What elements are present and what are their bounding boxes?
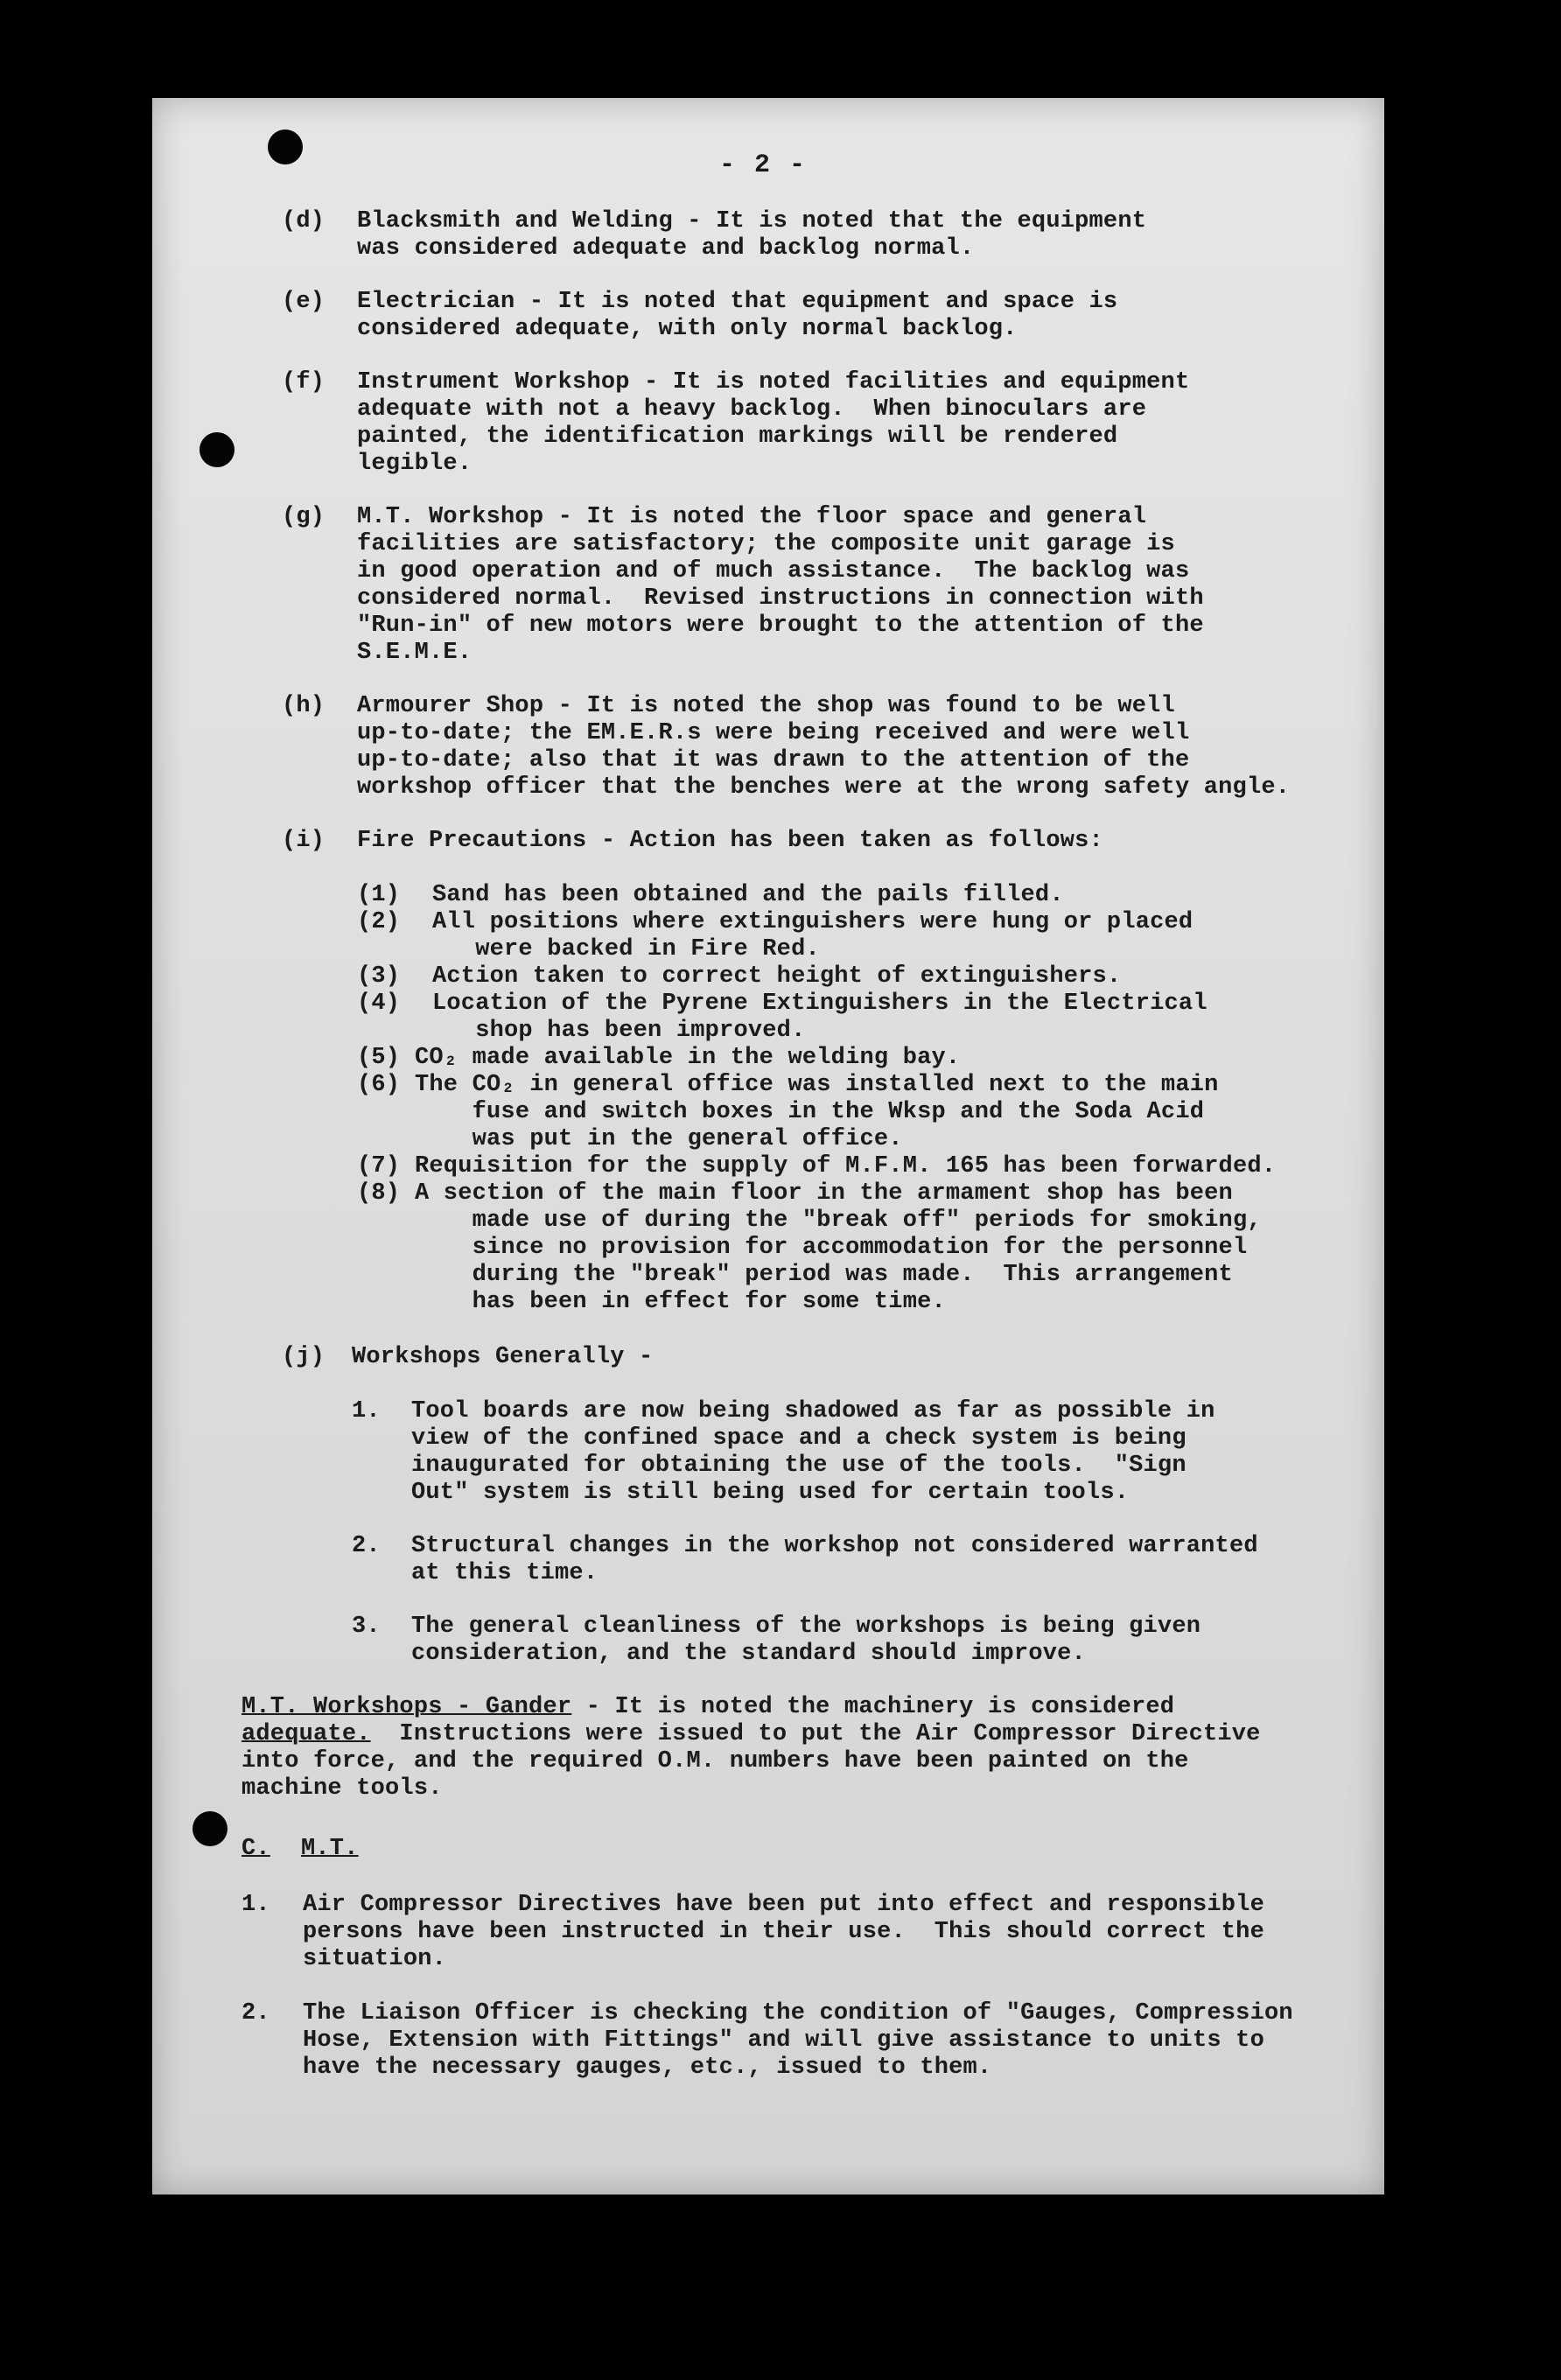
fire-num-7: (7) [357, 1153, 401, 1180]
gander-line-4: machine tools. [242, 1775, 443, 1802]
item-h-line-4: workshop officer that the benches were at the wrong safety angle. [357, 774, 1291, 801]
mt-1-line-1: Air Compressor Directives have been put into effect and responsible [303, 1892, 1264, 1918]
page-number: - 2 - [719, 150, 808, 180]
fire-num-1: (1) [357, 882, 401, 908]
fire-1-line-1: Sand has been obtained and the pails filled. [432, 882, 1064, 908]
mt-num-2: 2. [242, 2000, 270, 2026]
mt-2-line-3: have the necessary gauges, etc., issued to them. [303, 2054, 992, 2081]
fire-num-5: (5) [357, 1045, 401, 1071]
fire-num-8: (8) [357, 1180, 401, 1207]
mt-1-line-2: persons have been instructed in their use. This should correct the [303, 1919, 1264, 1945]
section-c-title: M.T. [301, 1836, 359, 1862]
gander-line-2-heading: adequate. [242, 1721, 371, 1747]
fire-3-line-1: Action taken to correct height of extinguishers. [432, 963, 1122, 990]
punch-hole-bottom [192, 1811, 228, 1846]
fire-2-line-1: All positions where extinguishers were hung or placed [432, 909, 1194, 935]
fire-6-line-3: was put in the general office. [415, 1126, 903, 1152]
wg-1-line-1: Tool boards are now being shadowed as far as possible in [411, 1398, 1215, 1424]
wg-1-line-3: inaugurated for obtaining the use of the tools. "Sign [411, 1452, 1186, 1479]
item-label-h: (h) [282, 693, 326, 719]
wg-1-line-4: Out" system is still being used for certain tools. [411, 1480, 1130, 1506]
mt-num-1: 1. [242, 1892, 270, 1918]
gander-line-1 [242, 1694, 1174, 1721]
fire-6-line-1: The CO₂ in general office was installed next to the main [415, 1072, 1219, 1098]
item-label-f: (f) [282, 369, 326, 396]
mt-2-line-1: The Liaison Officer is checking the condition of "Gauges, Compression [303, 2000, 1293, 2026]
item-g-line-1: M.T. Workshop - It is noted the floor space and general [357, 504, 1147, 530]
item-g-line-2: facilities are satisfactory; the composite unit garage is [357, 531, 1175, 557]
fire-7-line-1: Requisition for the supply of M.F.M. 165 has been forwarded. [415, 1153, 1277, 1180]
item-d-line-1: Blacksmith and Welding - It is noted that the equipment [357, 208, 1147, 234]
item-label-i: (i) [282, 828, 326, 854]
wg-1-line-2: view of the confined space and a check system is being [411, 1425, 1186, 1452]
fire-6-line-2: fuse and switch boxes in the Wksp and the Soda Acid [415, 1099, 1205, 1125]
fire-num-2: (2) [357, 909, 401, 935]
gander-heading: M.T. Workshops - Gander [242, 1694, 572, 1720]
fire-num-6: (6) [357, 1072, 401, 1098]
item-f-line-4: legible. [357, 451, 472, 477]
wg-2-line-2: at this time. [411, 1560, 598, 1586]
fire-8-line-3: since no provision for accommodation for the personnel [415, 1235, 1248, 1261]
fire-5-line-1: CO₂ made available in the welding bay. [415, 1045, 961, 1071]
item-h-line-1: Armourer Shop - It is noted the shop was found to be well [357, 693, 1175, 719]
item-label-g: (g) [282, 504, 326, 530]
item-g-line-6: S.E.M.E. [357, 640, 472, 666]
item-g-line-3: in good operation and of much assistance. The backlog was [357, 558, 1190, 584]
mt-1-line-3: situation. [303, 1946, 447, 1972]
item-label-d: (d) [282, 208, 326, 234]
fire-num-4: (4) [357, 990, 401, 1017]
gander-line-1-rest: - It is noted the machinery is considered [571, 1694, 1175, 1720]
workshops-generally-heading: Workshops Generally - [352, 1344, 654, 1370]
item-e-line-1: Electrician - It is noted that equipment and space is [357, 289, 1118, 315]
fire-8-line-5: has been in effect for some time. [415, 1289, 946, 1315]
gander-line-3: into force, and the required O.M. numbers have been painted on the [242, 1748, 1189, 1774]
item-i-line-1: Fire Precautions - Action has been taken as follows: [357, 828, 1103, 854]
punch-hole-middle [200, 432, 234, 467]
item-d-line-2: was considered adequate and backlog normal. [357, 235, 975, 262]
fire-2-line-2: were backed in Fire Red. [432, 936, 820, 962]
wg-num-1: 1. [352, 1398, 381, 1424]
fire-num-3: (3) [357, 963, 401, 990]
gander-line-2-rest: Instructions were issued to put the Air Compressor Directive [370, 1721, 1261, 1747]
item-g-line-5: "Run-in" of new motors were brought to the attention of the [357, 612, 1204, 639]
fire-8-line-4: during the "break" period was made. This arrangement [415, 1262, 1233, 1288]
wg-num-2: 2. [352, 1533, 381, 1559]
item-h-line-3: up-to-date; also that it was drawn to the attention of the [357, 747, 1190, 774]
fire-4-line-1: Location of the Pyrene Extinguishers in the Electrical [432, 990, 1208, 1017]
document-page [152, 98, 1384, 2194]
item-f-line-3: painted, the identification markings will be rendered [357, 424, 1118, 450]
wg-3-line-1: The general cleanliness of the workshops is being given [411, 1614, 1201, 1640]
fire-4-line-2: shop has been improved. [432, 1018, 806, 1044]
fire-8-line-2: made use of during the "break off" periods for smoking, [415, 1208, 1262, 1234]
punch-hole-top [268, 130, 303, 164]
item-g-line-4: considered normal. Revised instructions in connection with [357, 585, 1204, 612]
item-label-e: (e) [282, 289, 326, 315]
wg-2-line-1: Structural changes in the workshop not considered warranted [411, 1533, 1258, 1559]
item-f-line-1: Instrument Workshop - It is noted facilities and equipment [357, 369, 1190, 396]
item-f-line-2: adequate with not a heavy backlog. When binoculars are [357, 396, 1147, 423]
item-h-line-2: up-to-date; the EM.E.R.s were being received and were well [357, 720, 1190, 746]
item-label-j: (j) [282, 1344, 326, 1370]
mt-2-line-2: Hose, Extension with Fittings" and will give assistance to units to [303, 2027, 1264, 2054]
fire-8-line-1: A section of the main floor in the armament shop has been [415, 1180, 1233, 1207]
section-c-label: C. [242, 1836, 270, 1862]
wg-num-3: 3. [352, 1614, 381, 1640]
item-e-line-2: considered adequate, with only normal backlog. [357, 316, 1018, 342]
wg-3-line-2: consideration, and the standard should improve. [411, 1641, 1086, 1667]
gander-line-2 [242, 1721, 1261, 1748]
